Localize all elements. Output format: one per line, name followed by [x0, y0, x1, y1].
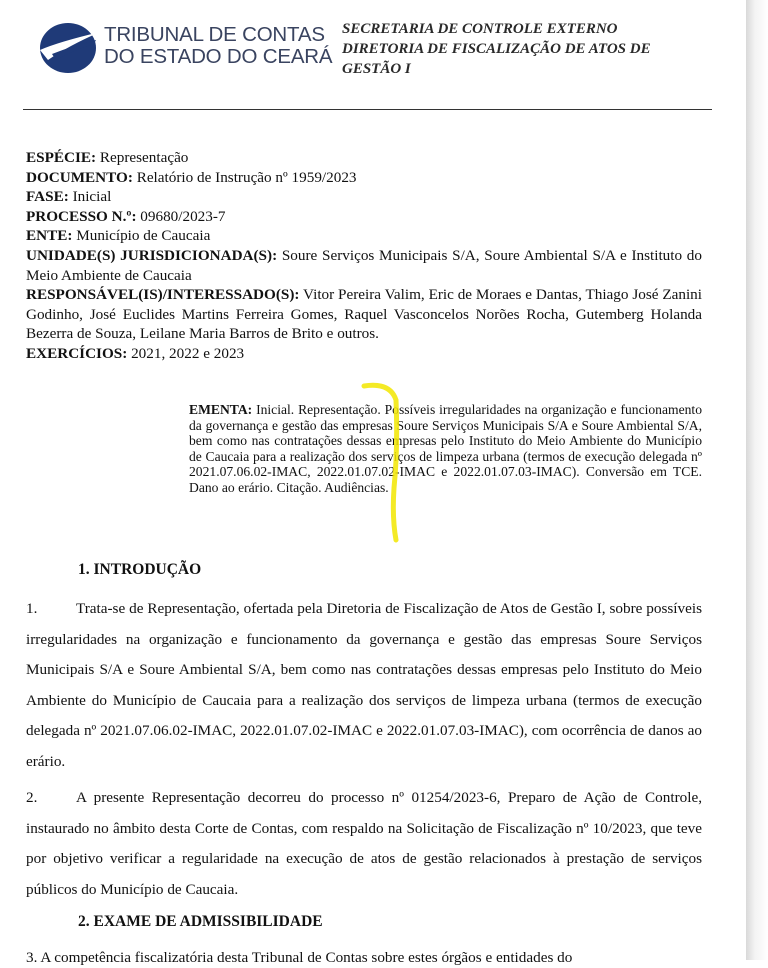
meta-ente: ENTE: Município de Caucaia [26, 227, 211, 245]
department-heading [342, 19, 682, 79]
dept-line2: DIRETORIA DE FISCALIZAÇÃO DE ATOS DE [342, 41, 651, 57]
paragraph-1 [26, 594, 702, 778]
letterhead [0, 0, 746, 120]
ementa-block: EMENTA: Inicial. Representação. Possíveis irregularidades na organização e funcionamento da governança e gestão das empresas Soure Serviços Municipais S/A e Soure Ambiental S/A, bem como nas contratações dessas empresas pelo Instituto do Meio Ambiente do Município de Caucaia para a realização dos serviços de limpeza urbana (termos de execução delegada nº 2021.07.06.02-IMAC, 2022.01.07.02-IMAC e 2022.01.07.03-IMAC). Conversão em TCE. Dano ao erário. Citação. Audiências. [189, 402, 702, 495]
paragraph-text: Trata-se de Representação, ofertada pela Diretoria de Fiscalização de Atos de Gestão I, sobre possíveis irregularidades na organização e funcionamento da governança e gestão das empresas Soure Serviços Municipais S/A e Soure Ambiental S/A, bem como nas contratações dessas empresas pelo Instituto do Meio Ambiente do Município de Caucaia para a realização dos serviços de limpeza urbana (termos de execução delegada nº 2021.07.06.02-IMAC, 2022.01.07.02-IMAC e 2022.01.07.03-IMAC), com ocorrência de danos ao erário. [26, 600, 702, 770]
paragraph-3-partial: 3. A competência fiscalizatória desta Tribunal de Contas sobre estes órgãos e entidades do [26, 949, 573, 966]
org-name [104, 24, 332, 68]
tce-logo-icon [38, 20, 102, 76]
paragraph-2 [26, 783, 702, 905]
ementa-label: EMENTA [189, 402, 248, 417]
dept-line3: GESTÃO I [342, 61, 411, 77]
dept-line1: SECRETARIA DE CONTROLE EXTERNO [342, 21, 618, 37]
page-edge-shadow [746, 0, 768, 960]
meta-responsaveis: RESPONSÁVEL(IS)/INTERESSADO(S): Vitor Pereira Valim, Eric de Moraes e Dantas, Thiago José Zanini Godinho, José Euclides Martins Ferreira Gomes, Raquel Vasconcelos Norões Rocha, Gutemberg Holanda Bezerra de Souza, Leilane Maria Barros de Brito e outros. [26, 286, 702, 343]
meta-processo: PROCESSO N.º: 09680/2023-7 [26, 207, 226, 225]
meta-especie: ESPÉCIE: Representação [26, 149, 189, 166]
meta-exercicios: EXERCÍCIOS: 2021, 2022 e 2023 [26, 344, 245, 362]
paragraph-number: 2. [26, 789, 38, 806]
paragraph-text: A presente Representação decorreu do processo nº 01254/2023-6, Preparo de Ação de Controle, instaurado no âmbito desta Corte de Contas, com respaldo na Solicitação de Fiscalização nº 10/2023, que teve por objetivo verificar a regularidade na execução de atos de gestão relacionados à prestação de serviços públicos do Município de Caucaia. [26, 789, 702, 898]
meta-fase: FASE: Inicial [26, 188, 112, 206]
section-heading-admissibilidade: 2. EXAME DE ADMISSIBILIDADE [78, 913, 323, 930]
process-metadata [26, 148, 702, 364]
org-name-line2: DO ESTADO DO CEARÁ [104, 45, 333, 68]
ementa-text: Inicial. Representação. Possíveis irregularidades na organização e funcionamento da governança e gestão das empresas Soure Serviços Municipais S/A e Soure Ambiental S/A, bem como nas contratações dessas empresas pelo Instituto do Meio Ambiente do Município de Caucaia para a realização dos serviços de limpeza urbana (termos de execução delegada nº 2021.07.06.02-IMAC, 2022.01.07.02-IMAC e 2022.01.07.03-IMAC). Conversão em TCE. Dano ao erário. Citação. Audiências. [189, 402, 702, 495]
section-heading-introducao: 1. INTRODUÇÃO [78, 561, 202, 578]
header-divider [23, 109, 712, 110]
highlighter-mark [358, 378, 418, 548]
meta-documento: DOCUMENTO: Relatório de Instrução nº 1959/2023 [26, 168, 357, 186]
paragraph-number: 1. [26, 600, 38, 617]
meta-unidades: UNIDADE(S) JURISDICIONADA(S): Soure Serviços Municipais S/A, Soure Ambiental S/A e Instituto do Meio Ambiente de Caucaia [26, 246, 702, 284]
org-name-line1: TRIBUNAL DE CONTAS [104, 23, 325, 46]
